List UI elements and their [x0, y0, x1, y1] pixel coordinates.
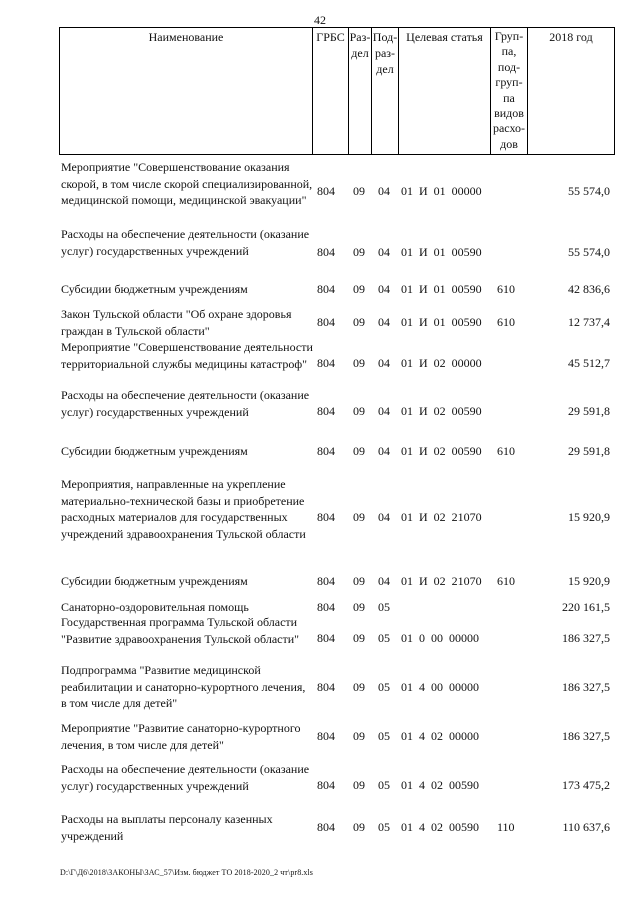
row-name: Мероприятие "Совершенствование деятельности территориальной службы медицины катастроф": [61, 340, 313, 371]
row-amount: 15 920,9: [568, 510, 610, 524]
row-razdel: 09: [353, 729, 365, 743]
row-name: Мероприятие "Развитие санаторно-курортного лечения, в том числе для детей": [61, 721, 301, 752]
row-amount: 29 591,8: [568, 404, 610, 418]
row-podrazdel: 04: [378, 510, 390, 524]
row-name: Субсидии бюджетным учреждениям: [61, 574, 248, 588]
row-amount: 15 920,9: [568, 574, 610, 588]
row-grbs: 804: [317, 729, 335, 743]
row-name: Субсидии бюджетным учреждениям: [61, 444, 248, 458]
row-razdel: 09: [353, 184, 365, 198]
row-amount: 186 327,5: [562, 631, 610, 645]
row-vid: 110: [497, 820, 515, 834]
row-razdel: 09: [353, 282, 365, 296]
row-amount: 42 836,6: [568, 282, 610, 296]
row-razdel: 09: [353, 356, 365, 370]
row-target: 01 4 02 00590: [401, 820, 479, 834]
row-amount: 110 637,6: [562, 820, 610, 834]
row-name: Субсидии бюджетным учреждениям: [61, 282, 248, 296]
row-target: 01 И 02 00000: [401, 356, 482, 370]
row-name: Закон Тульской области "Об охране здоровья граждан в Тульской области": [61, 307, 292, 338]
row-podrazdel: 04: [378, 404, 390, 418]
row-razdel: 09: [353, 245, 365, 259]
header-razdel: Раз- дел: [348, 28, 371, 154]
row-razdel: 09: [353, 820, 365, 834]
row-name: Мероприятия, направленные на укрепление материально-технической базы и приобретение расходных материалов для государственных учреждений здравоохранения Тульской области: [61, 477, 306, 541]
header-name: Наименование: [148, 30, 224, 44]
row-podrazdel: 04: [378, 245, 390, 259]
row-podrazdel: 05: [378, 729, 390, 743]
row-podrazdel: 05: [378, 600, 390, 614]
row-grbs: 804: [317, 510, 335, 524]
row-grbs: 804: [317, 282, 335, 296]
row-razdel: 09: [353, 574, 365, 588]
row-target: 01 И 01 00590: [401, 315, 482, 329]
row-grbs: 804: [317, 820, 335, 834]
row-target: 01 И 02 00590: [401, 404, 482, 418]
row-grbs: 804: [317, 245, 335, 259]
page-number: 42: [314, 13, 326, 27]
row-grbs: 804: [317, 356, 335, 370]
row-podrazdel: 05: [378, 631, 390, 645]
row-podrazdel: 04: [378, 574, 390, 588]
row-podrazdel: 04: [378, 184, 390, 198]
row-podrazdel: 04: [378, 356, 390, 370]
row-name: Государственная программа Тульской области "Развитие здравоохранения Тульской области": [61, 615, 300, 646]
row-amount: 220 161,5: [562, 600, 610, 614]
row-razdel: 09: [353, 404, 365, 418]
table-header: [59, 27, 615, 155]
row-podrazdel: 05: [378, 778, 390, 792]
row-podrazdel: 05: [378, 820, 390, 834]
row-podrazdel: 04: [378, 315, 390, 329]
row-vid: 610: [497, 574, 515, 588]
row-grbs: 804: [317, 574, 335, 588]
row-name: Расходы на обеспечение деятельности (оказание услуг) государственных учреждений: [61, 762, 310, 793]
row-name: Санаторно-оздоровительная помощь: [61, 600, 249, 614]
row-podrazdel: 04: [378, 444, 390, 458]
row-target: 01 И 02 21070: [401, 574, 482, 588]
row-razdel: 09: [353, 631, 365, 645]
row-grbs: 804: [317, 444, 335, 458]
row-grbs: 804: [317, 600, 335, 614]
row-razdel: 09: [353, 444, 365, 458]
row-razdel: 09: [353, 315, 365, 329]
row-vid: 610: [497, 282, 515, 296]
header-year: 2018 год: [527, 28, 614, 154]
row-target: 01 0 00 00000: [401, 631, 479, 645]
row-name: Расходы на обеспечение деятельности (оказание услуг) государственных учреждений: [61, 227, 310, 258]
row-target: 01 И 01 00590: [401, 282, 482, 296]
row-razdel: 09: [353, 510, 365, 524]
row-amount: 186 327,5: [562, 680, 610, 694]
row-razdel: 09: [353, 600, 365, 614]
row-name: Расходы на выплаты персоналу казенных учреждений: [61, 812, 273, 843]
row-podrazdel: 04: [378, 282, 390, 296]
row-target: 01 И 01 00590: [401, 245, 482, 259]
row-target: 01 И 01 00000: [401, 184, 482, 198]
row-target: 01 И 02 21070: [401, 510, 482, 524]
row-razdel: 09: [353, 680, 365, 694]
row-amount: 55 574,0: [568, 184, 610, 198]
header-group: Груп- па, под- груп- па видов расхо- дов: [490, 28, 527, 154]
header-grbs: ГРБС: [312, 28, 348, 154]
row-amount: 29 591,8: [568, 444, 610, 458]
row-name: Подпрограмма "Развитие медицинской реабилитации и санаторно-курортного лечения, в том числе для детей": [61, 663, 306, 710]
row-vid: 610: [497, 315, 515, 329]
row-grbs: 804: [317, 778, 335, 792]
row-amount: 186 327,5: [562, 729, 610, 743]
file-path-footer: D:\Г\Д6\2018\ЗАКОНЫ\ЗАС_57\Изм. бюджет ТО 2018-2020_2 чт\pr8.xls: [60, 868, 314, 877]
row-target: 01 4 02 00590: [401, 778, 479, 792]
row-target: 01 И 02 00590: [401, 444, 482, 458]
row-amount: 45 512,7: [568, 356, 610, 370]
row-target: 01 4 00 00000: [401, 680, 479, 694]
row-grbs: 804: [317, 184, 335, 198]
row-grbs: 804: [317, 680, 335, 694]
header-target: Целевая статья: [398, 28, 490, 154]
row-target: 01 4 02 00000: [401, 729, 479, 743]
row-grbs: 804: [317, 404, 335, 418]
row-grbs: 804: [317, 315, 335, 329]
header-podrazdel: Под- раз- дел: [371, 28, 398, 154]
row-name: Мероприятие "Совершенствование оказания скорой, в том числе скорой специализированной, медицинской помощи, медицинской эвакуации": [61, 160, 313, 207]
row-amount: 173 475,2: [562, 778, 610, 792]
row-vid: 610: [497, 444, 515, 458]
row-podrazdel: 05: [378, 680, 390, 694]
row-razdel: 09: [353, 778, 365, 792]
row-name: Расходы на обеспечение деятельности (оказание услуг) государственных учреждений: [61, 388, 310, 419]
row-grbs: 804: [317, 631, 335, 645]
row-amount: 55 574,0: [568, 245, 610, 259]
row-amount: 12 737,4: [568, 315, 610, 329]
